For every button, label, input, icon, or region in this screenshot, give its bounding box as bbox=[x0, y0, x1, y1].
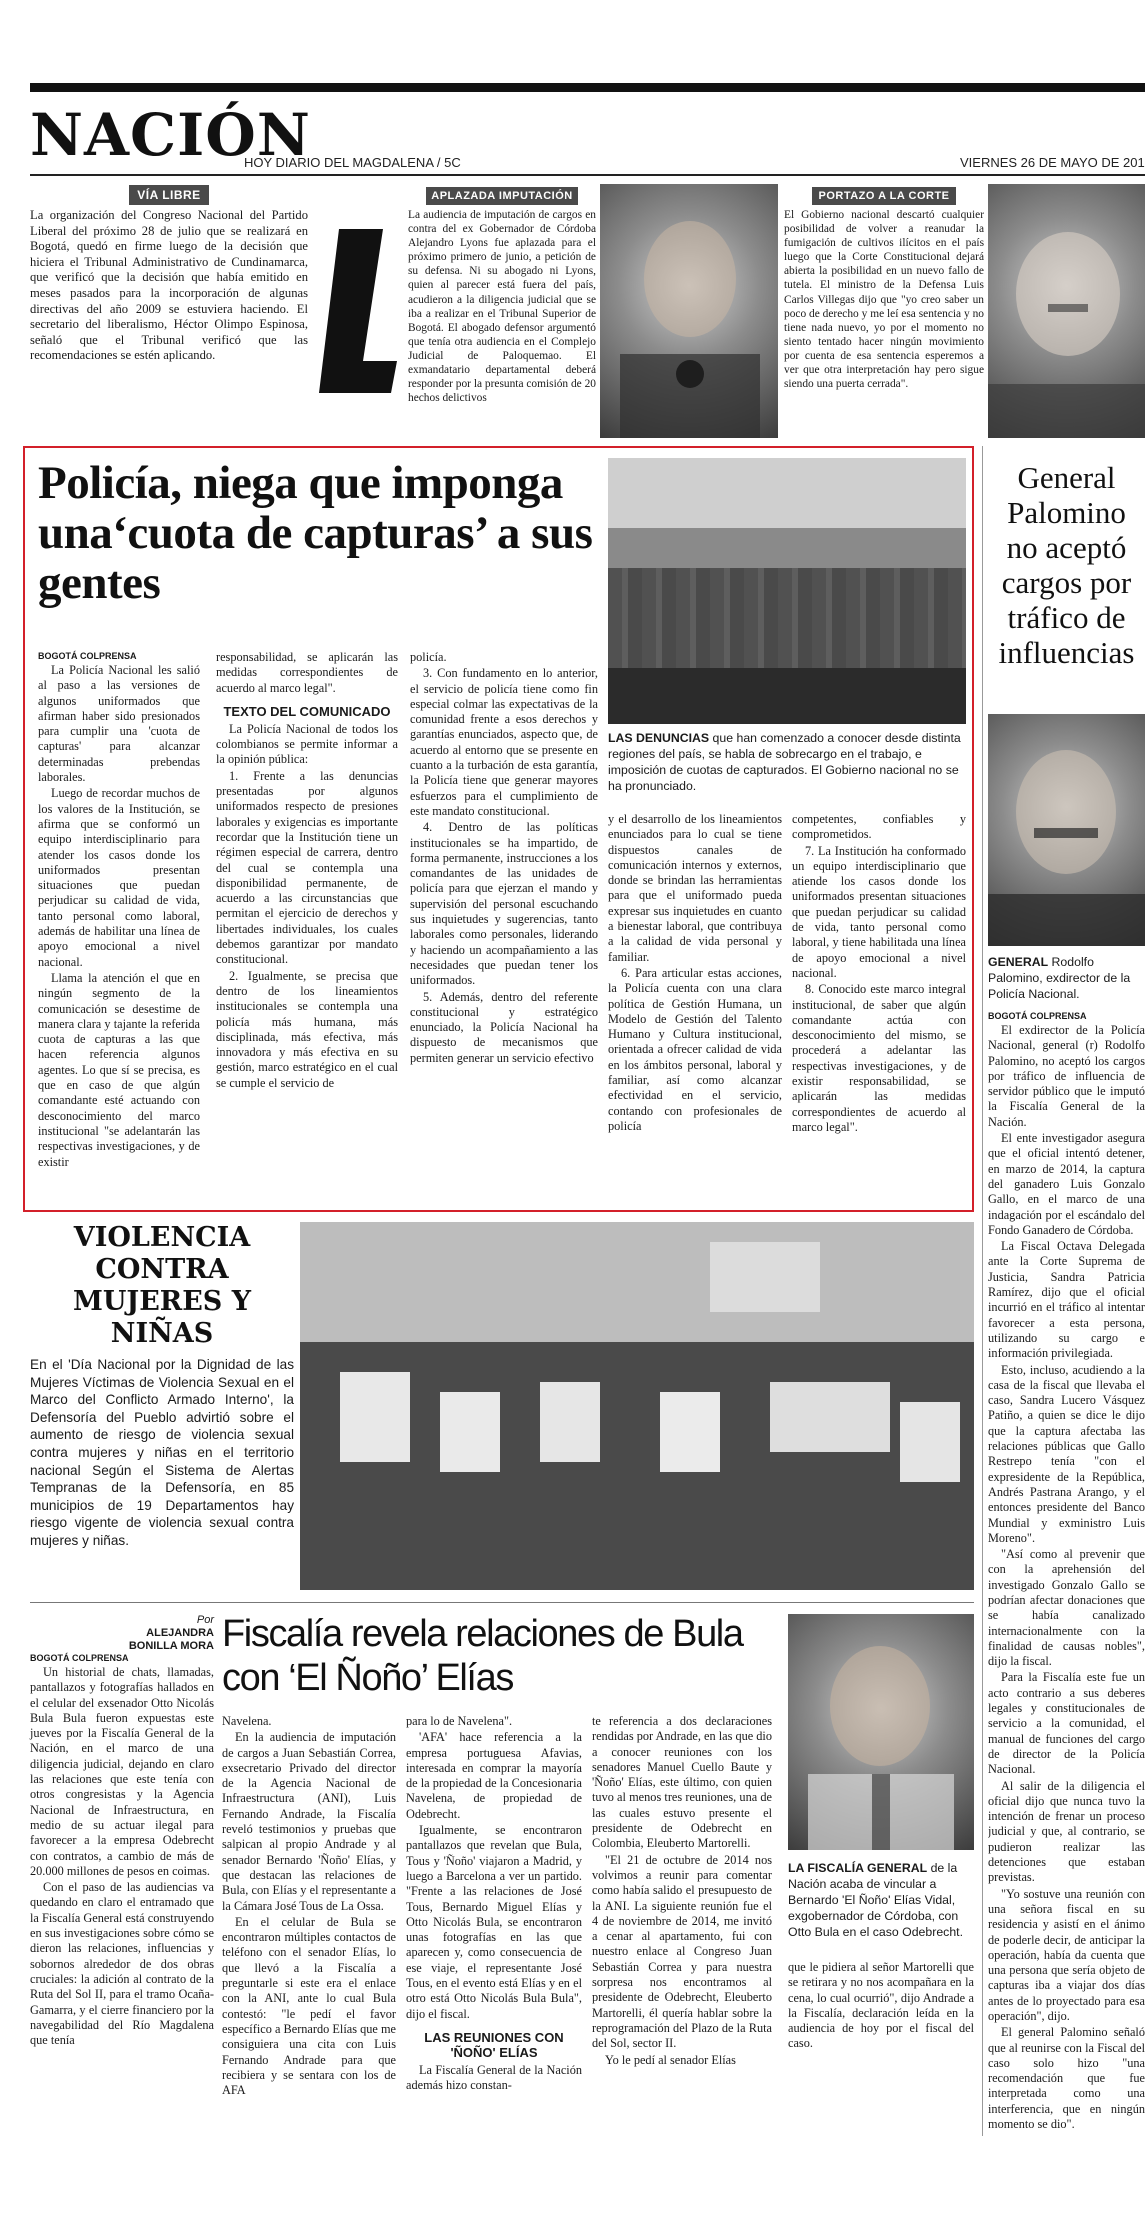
fiscalia-headline: Fiscalía revela relaciones de Bula con ‘El Ñoño’ Elías bbox=[222, 1613, 743, 1699]
photo-protest-women bbox=[300, 1222, 974, 1590]
fiscalia-col-2 bbox=[222, 1714, 396, 2099]
paragraph: Igualmente, se encontraron pantallazos que revelan que Bula, Tous y 'Ñoño' viajaron a Madrid, y luego a Barcelona a ver un partido. "Frente a las relaciones de José Tous, Bernardo Miguel Elías y Otto Nicolás Bula, se encontraron unas fotografías en las que aparecen y, como consecuencia de ese viaje, el representante José Tous, en el evento está Elías y en el otro está Otto Nicolás Bula Bula", dijo el fiscal. bbox=[406, 1823, 582, 2021]
paragraph: En el celular de Bula se encontraron múltiples contactos de teléfono con el senador Elías, lo que llevó a la Fiscalía a preguntarle si este era el enlace con la ANI, ante lo cual Bula contestó: "le pedí el favor específico a Bernardo Elías que me consiguiera una cita con Luis Fernando Andrade para que recibiera y se sentara con los de AFA bbox=[222, 1914, 396, 2098]
palomino-caption bbox=[988, 954, 1145, 1002]
paragraph: Un historial de chats, llamadas, pantallazos y fotografías hallados en el celular del exsenador Otto Nicolás Bula Bula fueron expuestas este jueves por la Fiscalía General de la Nación, en el marco de una diligencia judicial, dejando en claro las relaciones que este tenía con otros congresistas y la Agencia Nacional de Infraestructura, en medio de su actuar ilegal para favorecer a la empresa Odebrecht con contratos, a cambio de más de 20.000 millones de pesos en coimas. bbox=[30, 1665, 214, 1878]
palomino-headline: General Palomino no aceptó cargos por tráfico de influencias bbox=[998, 460, 1135, 670]
paragraph: Llama la atención el que en ningún segmento de la comunicación se desestime de manera clara y tajante la referida cuota de capturas a las que hacen referencia algunos agentes. Lo que sí se precisa, es que en caso de que algún comandante esté actuando con desconocimiento del marco institucional "se adelantarán las respectivas investigaciones, y de existir bbox=[38, 970, 200, 1169]
paragraph: 8. Conocido este marco integral institucional, de saber que algún comandante actúa con desconocimiento del mismo, se procederá a adelantar las respectivas investigaciones, y de existir responsabilidad, se aplicarán las medidas correspondientes de acuerdo al marco legal". bbox=[792, 982, 966, 1134]
paper-name: HOY DIARIO DEL MAGDALENA / 5C bbox=[244, 155, 461, 170]
fiscalia-author-block bbox=[30, 1614, 214, 1653]
photo-lyons bbox=[600, 184, 778, 438]
brief-tag: APLAZADA IMPUTACIÓN bbox=[426, 187, 578, 205]
big-initial-l bbox=[308, 184, 404, 438]
paragraph: La Policía Nacional de todos los colombianos se permite informar a la opinión pública: bbox=[216, 721, 398, 767]
section-title: NACIÓN bbox=[30, 101, 311, 169]
palomino-divider bbox=[982, 446, 983, 2136]
brief-aplazada bbox=[408, 184, 596, 438]
paragraph: El exdirector de la Policía Nacional, general (r) Rodolfo Palomino, no aceptó los cargos por tráfico de influencia de servidor público que le imputó la Fiscalía General de la Nación. bbox=[988, 1023, 1145, 1129]
subhead: LAS REUNIONES CON 'ÑOÑO' ELÍAS bbox=[424, 2029, 564, 2060]
fiscalia-col-4 bbox=[592, 1714, 772, 2069]
policia-col-1 bbox=[38, 650, 200, 1171]
paragraph: La Fiscal Octava Delegada ante la Corte Suprema de Justicia, Sandra Patricia Ramírez, dijo que el oficial incurrió en el tráfico al intentar favorecer a esta persona, utilizando su cargo e información privilegiada. bbox=[988, 1239, 1145, 1361]
paragraph: En la audiencia de imputación de cargos a Juan Sebastián Correa, exsecretario Privado del director de la Agencia Nacional de Infraestructura (ANI), Luis Fernando Andrade, la Fiscalía reveló testimonios y pruebas que salpican al propio Andrade y al senador Bernardo 'Ñoño' Elías, y que destacan las relaciones de Bula, con Elías y el representante a la Cámara José Tous de La Ossa. bbox=[222, 1730, 396, 1913]
paragraph: 5. Además, dentro del referente constitucional y estratégico enunciado, la Policía Nacional ha dispuesto de mecanismos que permiten generar un servicio efectivo bbox=[410, 989, 598, 1065]
caption-lead: LA FISCALÍA GENERAL bbox=[788, 1861, 928, 1875]
paragraph: te referencia a dos declaraciones rendidas por Andrade, en las que dio a conocer reuniones con los senadores Manuel Cuello Baute y 'Ñoño' Elías, este último, con quien tuvo al menos tres reuniones, una de las cuales estuvo presente el presidente de Odebrecht en Colombia, Eleuberto Martorelli. bbox=[592, 1714, 772, 1851]
byline: BOGOTÁ COLPRENSA bbox=[30, 1653, 129, 1663]
top-rule bbox=[30, 83, 1145, 92]
policia-photo-caption bbox=[608, 730, 966, 794]
paragraph: "El 21 de octubre de 2014 nos volvimos a reunir para comentar como había salido el presupuesto de la ANI. La siguiente reunión fue el 4 de noviembre de 2014, me invitó a cenar al apartamento, fui con nuestro enlace al Congreso Juan Sebastián Correa y para nuestra sorpresa nos encontramos al presidente de Odebrecht, Eleuberto Martorelli, él quería hablar sobre la reprogramación del Plazo de la Ruta del Sol, sector II. bbox=[592, 1852, 772, 2051]
policia-col-3 bbox=[410, 650, 598, 1067]
brief-tag: VÍA LIBRE bbox=[129, 185, 208, 205]
brief-via-libre bbox=[30, 184, 308, 438]
issue-date: VIERNES 26 DE MAYO DE 201 bbox=[960, 155, 1145, 170]
fiscalia-col-1 bbox=[30, 1652, 214, 2049]
paragraph: policía. bbox=[410, 650, 447, 664]
paragraph: 6. Para articular estas acciones, la Policía cuenta con una clara política de Gestión Humana, un Modelo de Gestión del Talento Humano y Cultura institucional, orientada a ofrecer calidad de vida en los ámbitos personal, laboral y familiar, así como alcanzar efectividad en el servicio, contando con profesionales de policía bbox=[608, 965, 782, 1133]
brief-text: La audiencia de imputación de cargos en contra del ex Gobernador de Córdoba Alejandro Lyons fue aplazada para el próximo primero de junio, a petición de su defensa. Ni su abogado ni Lyons, quien al parecer está fuera del país, acudieron a la diligencia judicial que se iba a realizar en el Tribunal Superior de Bogotá. El abogado defensor argumentó que tenía otra audiencia en el Complejo Judicial de Paloquemao. El exmandatario departamental deberá responder por la presunta comisión de 20 hechos delictivos bbox=[408, 209, 596, 405]
paragraph: 'AFA' hace referencia a la empresa portuguesa Afavias, interesada en comprar la mayoría de la propiedad de la Concesionaria Navelena, de propiedad de Odebrecht. bbox=[406, 1730, 582, 1821]
policia-col-5 bbox=[792, 812, 966, 1136]
caption-text: Rodolfo Palomino, exdirector de la Policía Nacional. bbox=[988, 955, 1131, 1001]
paragraph: 3. Con fundamento en lo anterior, el servicio de policía tiene como fin especial colmar las expectativas de la comunidad frente a esos derechos y garantías enunciados, aspecto que, de acuerdo al entorno que se presente en cuanto a la turbación de esta garantía, la Policía tiene que generar mayores esfuerzos para el cumplimiento de este mandato constitucional. bbox=[410, 666, 598, 818]
paragraph: y el desarrollo de los lineamientos enunciados para lo cual se tiene dispuestos canales de comunicación internos y externos, donde se brindan las herramientas para que el uniformado pueda expresar sus inquietudes en cuanto a bienestar laboral, que contribuya a la calidad de vida personal y familiar. bbox=[608, 812, 782, 964]
brief-text: La organización del Congreso Nacional del Partido Liberal del próximo 28 de julio que se realizará en Bogotá, quedó en firme luego de la decisión que hiciera el Tribunal Administrativo de Cundinamarca, que verificó que la decisión que había emitido en meses pasados para la incorporación de algunas directivas del año 2009 se estuviera haciendo. El secretario del liberalismo, Héctor Olimpo Espinosa, señaló que el Tribunal verificó que las recomendaciones se estén aplicando. bbox=[30, 208, 308, 363]
violencia-text: En el 'Día Nacional por la Dignidad de las Mujeres Víctimas de Violencia Sexual en el Marco del Conflicto Armado Interno', la Defensoría del Pueblo advirtió sobre el aumento de riesgo de violencia sexual contra mujeres y niñas en el territorio nacional Según el Sistema de Alertas Tempranas de la Defensoría, en 85 municipios de 19 Departamentos hay riesgo vigente de violencia sexual contra mujeres y niñas. bbox=[30, 1357, 294, 1548]
paragraph: que le pidiera al señor Martorelli que se retirara y no nos acompañara en la cena, lo cual ocurrió", dijo Andrade a la Fiscalía, declaración leída en la audiencia de hoy por el fiscal del caso. bbox=[788, 1960, 974, 2051]
caption-text: que han comenzado a conocer desde distinta regiones del país, se habla de sobrecargo en el trabajo, e imposición de cuotas de capturados. El Gobierno nacional no se ha pronunciado. bbox=[608, 731, 961, 793]
author-label: Por bbox=[196, 1614, 214, 1626]
paragraph: Yo le pedí al senador Elías bbox=[605, 2052, 736, 2067]
paragraph: para lo de Navelena". bbox=[406, 1714, 513, 1728]
paragraph: 7. La Institución ha conformado un equipo interdisciplinario que atiende los casos donde los uniformados presentan situaciones que puedan perjudicar su calidad de vida, tanto personal como laboral, y tiene habilitada una línea de apoyo emocional a nivel nacional. bbox=[792, 843, 966, 980]
paragraph: Luego de recordar muchos de los valores de la Institución, se afirma que se conformó un equipo interdisciplinario para atender los casos donde los uniformados presentan situaciones que puedan perjudicar su calidad de vida, tanto personal como laboral, además de habilitar una línea de apoyo emocional a nivel nacional. bbox=[38, 786, 200, 969]
policia-headline: Policía, niega que imponga una‘cuota de capturas’ a sus gentes bbox=[38, 457, 593, 609]
paragraph: 1. Frente a las denuncias presentadas por algunos uniformados respecto de presiones laborales y exigencias es importante recordar que la Institución tiene un régimen especial de carrera, dentro del cual se contempla una disponibilidad permanente, de acuerdo a las circunstancias que permitan el ejercicio de derechos y libertades individuales, los cuales debemos garantizar por mandato constitucional. bbox=[216, 768, 398, 967]
brief-tag: PORTAZO A LA CORTE bbox=[812, 187, 955, 205]
paragraph: Al salir de la diligencia el oficial dijo que nunca tuvo la intención de frenar un proceso judicial y que, al contrario, se pudieron realizar las detenciones que estaban previstas. bbox=[988, 1778, 1145, 1885]
byline: BOGOTÁ COLPRENSA bbox=[38, 651, 137, 661]
fiscalia-col-5 bbox=[788, 1960, 974, 2053]
photo-police-formation bbox=[608, 458, 966, 724]
paragraph: La Policía Nacional les salió al paso a las versiones de algunos uniformados que afirman haber sido presionados para cumplir una 'cuota de capturas' para alcanzar determinadas prebendas laborales. bbox=[38, 663, 200, 785]
masthead-rule bbox=[30, 174, 1145, 176]
paragraph: responsabilidad, se aplicarán las medidas correspondientes de acuerdo al marco legal". bbox=[216, 650, 398, 695]
policia-col-2 bbox=[216, 650, 398, 1092]
paragraph: Navelena. bbox=[222, 1714, 272, 1728]
mid-rule bbox=[30, 1602, 974, 1603]
fiscalia-photo-caption bbox=[788, 1860, 974, 1940]
caption-lead: GENERAL bbox=[988, 955, 1049, 969]
paragraph: 2. Igualmente, se precisa que dentro de los lineamientos institucionales se contempla una policía más humana, más disciplinada, más efectiva, más innovadora y más efectiva en su gestión, marco estratégico en el cual se cumple el servicio de bbox=[216, 968, 398, 1090]
paragraph: La Fiscalía General de la Nación además hizo constan- bbox=[406, 2062, 582, 2093]
paragraph: El general Palomino señaló que al reunirse con la Fiscal del caso solo hizo "una recomendación que fue interpretada como una interferencia, que en ningún momento se dio". bbox=[988, 2025, 1145, 2132]
paragraph: El ente investigador asegura que el oficial intentó detener, en marzo de 2014, la captura del ganadero Luis Gonzalo Gallo, en el marco de una indagación por el escándalo del Fondo Ganadero de Córdoba. bbox=[988, 1131, 1145, 1237]
photo-nono-elias bbox=[788, 1614, 974, 1850]
paragraph: competentes, confiables y comprometidos. bbox=[792, 812, 966, 842]
paragraph: 4. Dentro de las políticas institucionales se ha impartido, de forma permanente, instrucciones a los comandantes de las unidades de policía para que ejerzan el mando y supervisión del personal escuchando sus inquietudes y sugerencias, tanto laborales como personales, liderando y haciendo un acompañamiento a las necesidades que puedan tener los uniformados. bbox=[410, 820, 598, 988]
policia-col-4 bbox=[608, 812, 782, 1135]
subhead: TEXTO DEL COMUNICADO bbox=[223, 703, 391, 719]
paragraph: Esto, incluso, acudiendo a la casa de la fiscal que llevaba el caso, Sandra Lucero Vásquez Patiño, a quien se dice le dijo que la captura afectaba las relaciones públicas que Gallo Restrepo tenía "con el expresidente de la República, Andrés Pastrana Arango, y el entonces presidente del Banco Mundial y exministro Luis Moreno". bbox=[988, 1362, 1145, 1545]
paragraph: Para la Fiscalía este fue un acto contrario a sus deberes legales y constitucionales de servicio a la comunidad, el manual de funciones del cargo de director de la Policía Nacional. bbox=[988, 1670, 1145, 1777]
paragraph: "Yo sostuve una reunión con una señora fiscal en su residencia y asistí en el ánimo de poderle decir, de anticipar la operación, había da cuenta que una persona que sería objeto de capturas iba a viajar dos días antes de lo proyectado para esa operación", dijo. bbox=[988, 1886, 1145, 2023]
photo-palomino bbox=[988, 714, 1145, 946]
violencia-headline: VIOLENCIA CONTRA MUJERES Y NIÑAS bbox=[73, 1222, 251, 1349]
initial-l-glyph bbox=[311, 211, 401, 411]
caption-text: de la Nación acaba de vincular a Bernardo 'El Ñoño' Elías Vidal, exgobernador de Córdoba, con Otto Bula en el caso Odebrecht. bbox=[788, 1861, 963, 1939]
paragraph: Con el paso de las audiencias va quedando en claro el entramado que la Fiscalía General está construyendo en sus investigaciones sobre cómo se dieron las relaciones, influencias y sobornos alrededor de dos obras cruciales: la adición al contrato de la Ruta del Sol II, para el tramo Ocaña-Gamarra, y el cierre financiero por la navegabilidad del Río Magdalena que tenía bbox=[30, 1880, 214, 2048]
brief-text: El Gobierno nacional descartó cualquier posibilidad de volver a reanudar la fumigación de cultivos ilícitos en el país luego que la Corte Constitucional dejará abierta la posibilidad en un nuevo fallo de tutela. El ministro de la Defensa Luis Carlos Villegas dijo que "yo creo saber un poco de derecho y me leí esa sentencia y no tiene nada nuevo, yo por el momento no siento tentado hacer ningún movimiento por cuenta de esa sentencia esperemos a ver que otra interpretación hay pero sigue siendo una puerta cerrada". bbox=[784, 209, 984, 391]
author-name: ALEJANDRA BONILLA MORA bbox=[128, 1627, 214, 1652]
violencia-box bbox=[30, 1222, 294, 1592]
paragraph: "Así como al prevenir que con la aprehensión del investigado Gonzalo Gallo se podrían afectar donaciones que se había canalizado internacionalmente con la finalidad de causas nobles", dijo la fiscal. bbox=[988, 1547, 1145, 1669]
brief-portazo bbox=[784, 184, 984, 438]
byline: BOGOTÁ COLPRENSA bbox=[988, 1011, 1087, 1021]
palomino-body bbox=[988, 1010, 1145, 2140]
fiscalia-col-3 bbox=[406, 1714, 582, 2095]
caption-lead: LAS DENUNCIAS bbox=[608, 731, 710, 745]
photo-villegas bbox=[988, 184, 1145, 438]
